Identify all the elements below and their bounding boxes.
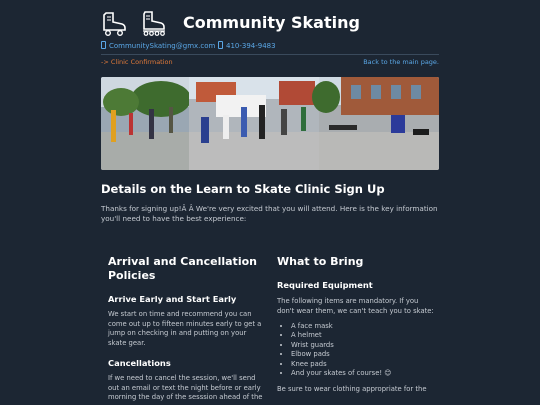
list-item: • Knee pads	[291, 360, 437, 369]
list-item: • A helmet	[291, 331, 437, 340]
inline-skate-icon	[141, 11, 167, 36]
arrive-text: We start on time and recommend you can come out up to fifteen minutes early to get a jump on checking in and putting on your skate gear.	[108, 310, 262, 347]
equipment-list	[277, 322, 437, 378]
list-item: • And your skates of course! 😊	[291, 369, 437, 378]
required-equipment-text: The following items are mandatory. If you don't wear them, we can't teach you to skate:	[277, 297, 434, 315]
clothing-text: Be sure to wear clothing appropriate for the	[277, 385, 427, 394]
back-to-main-link[interactable]: Back to the main page.	[363, 58, 439, 66]
page-heading: Details on the Learn to Skate Clinic Sign Up	[101, 182, 385, 196]
arrive-heading: Arrive Early and Start Early	[108, 294, 237, 304]
list-item: • Wrist guards	[291, 341, 437, 350]
list-item: • A face mask	[291, 322, 437, 331]
header-divider	[101, 54, 439, 55]
phone-link[interactable]	[218, 41, 276, 50]
required-equipment-heading: Required Equipment	[277, 280, 373, 290]
email-text: CommunitySkating@gmx.com	[109, 42, 216, 50]
list-item: • Elbow pads	[291, 350, 437, 359]
cancellations-text: If we need to cancel the session, we'll send out an email or text the night before or early morning the day of the sesssion ahead of the	[108, 374, 263, 401]
mail-icon	[101, 41, 106, 49]
roller-skate-icon	[101, 11, 127, 36]
what-to-bring-title: What to Bring	[277, 255, 364, 268]
policies-column	[108, 255, 266, 403]
intro-paragraph: Thanks for signing up!Â Â We're very excited that you will attend. Here is the key information you'll need to have the best experience:	[101, 204, 438, 223]
policies-title: Arrival and Cancellation Policies	[108, 255, 257, 282]
phone-icon	[218, 41, 223, 49]
breadcrumb[interactable]: -> Clinic Confirmation	[101, 58, 173, 66]
cancellations-heading: Cancellations	[108, 358, 171, 368]
phone-text: 410-394-9483	[226, 42, 276, 50]
what-to-bring-column	[277, 255, 437, 395]
site-title: Community Skating	[183, 13, 360, 32]
page-container	[101, 0, 439, 401]
email-link[interactable]	[101, 41, 215, 50]
skating-clinic-photo	[101, 77, 439, 170]
